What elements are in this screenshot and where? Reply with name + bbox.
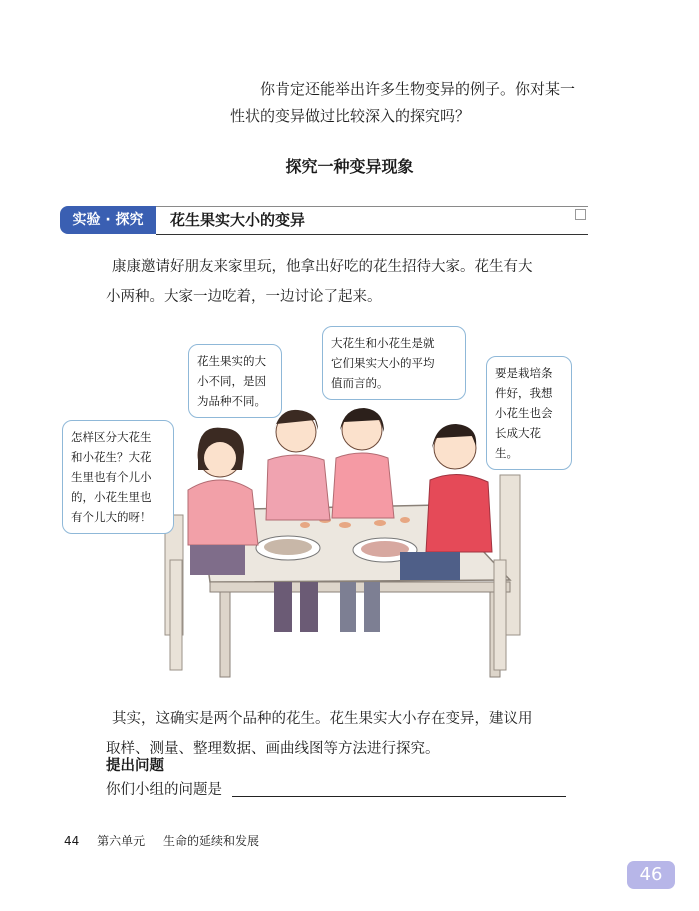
story-line-2: 小两种。大家一边吃着，一边讨论了起来。 (106, 289, 382, 305)
footer-unit: 第六单元 (97, 834, 146, 848)
bubble-center-left-line: 花生果实的大 (197, 354, 266, 368)
discussion-illustration (60, 320, 620, 690)
speech-bubble-right (486, 356, 572, 470)
bubble-center-right-line: 值而言的。 (331, 376, 389, 390)
bubble-center-right-line: 大花生和小花生是就 (331, 336, 435, 350)
bubble-right-line: 要是栽培条 (495, 366, 553, 380)
bubble-left-line: 有个儿大的呀！ (71, 510, 152, 524)
section-title: 探究一种变异现象 (285, 157, 414, 176)
question-heading: 提出问题 (106, 758, 164, 774)
corner-square-icon (575, 209, 586, 220)
question-prompt: 你们小组的问题是 (106, 782, 222, 798)
page-number-badge: 46 (627, 861, 675, 889)
bubble-right-line: 小花生也会 (495, 406, 553, 420)
speech-bubble-center-left (188, 344, 282, 418)
speech-bubble-center-right (322, 326, 466, 400)
bubble-left-line: 和小花生？大花 (71, 450, 152, 464)
story-paragraph (106, 252, 584, 312)
experiment-badge: 实验 · 探究 (60, 206, 156, 234)
intro-line-1: 你肯定还能举出许多生物变异的例子。你对某一 (260, 80, 576, 98)
conclusion-paragraph (106, 704, 584, 764)
footer-chapter: 生命的延续和发展 (162, 834, 259, 848)
bubble-right-line: 件好，我想 (495, 386, 553, 400)
bubble-center-left-line: 为品种不同。 (197, 394, 266, 408)
bubble-right-line: 长成大花生。 (495, 426, 541, 460)
intro-line-2: 性状的变异做过比较深入的探究吗？ (230, 107, 471, 125)
conclusion-line-2: 取样、测量、整理数据、画曲线图等方法进行探究。 (106, 741, 440, 757)
story-line-1: 康康邀请好朋友来家里玩，他拿出好吃的花生招待大家。花生有大 (112, 259, 533, 275)
bubble-left-line: 的，小花生里也 (71, 490, 152, 504)
bubble-left-line: 怎样区分大花生 (71, 430, 152, 444)
conclusion-line-1: 其实，这确实是两个品种的花生。花生果实大小存在变异，建议用 (112, 711, 533, 727)
experiment-title: 花生果实大小的变异 (170, 211, 306, 229)
footer-page-number: 44 (64, 834, 80, 848)
bubble-center-left-line: 小不同，是因 (197, 374, 266, 388)
page-footer (64, 832, 273, 849)
bubble-center-right-line: 它们果实大小的平均 (331, 356, 435, 370)
experiment-header (60, 206, 588, 236)
header-rule-bottom (156, 234, 588, 235)
bubble-left-line: 生里也有个儿小 (71, 470, 152, 484)
speech-bubble-left (62, 420, 174, 534)
intro-paragraph (230, 76, 630, 130)
answer-blank-line[interactable] (232, 796, 566, 797)
